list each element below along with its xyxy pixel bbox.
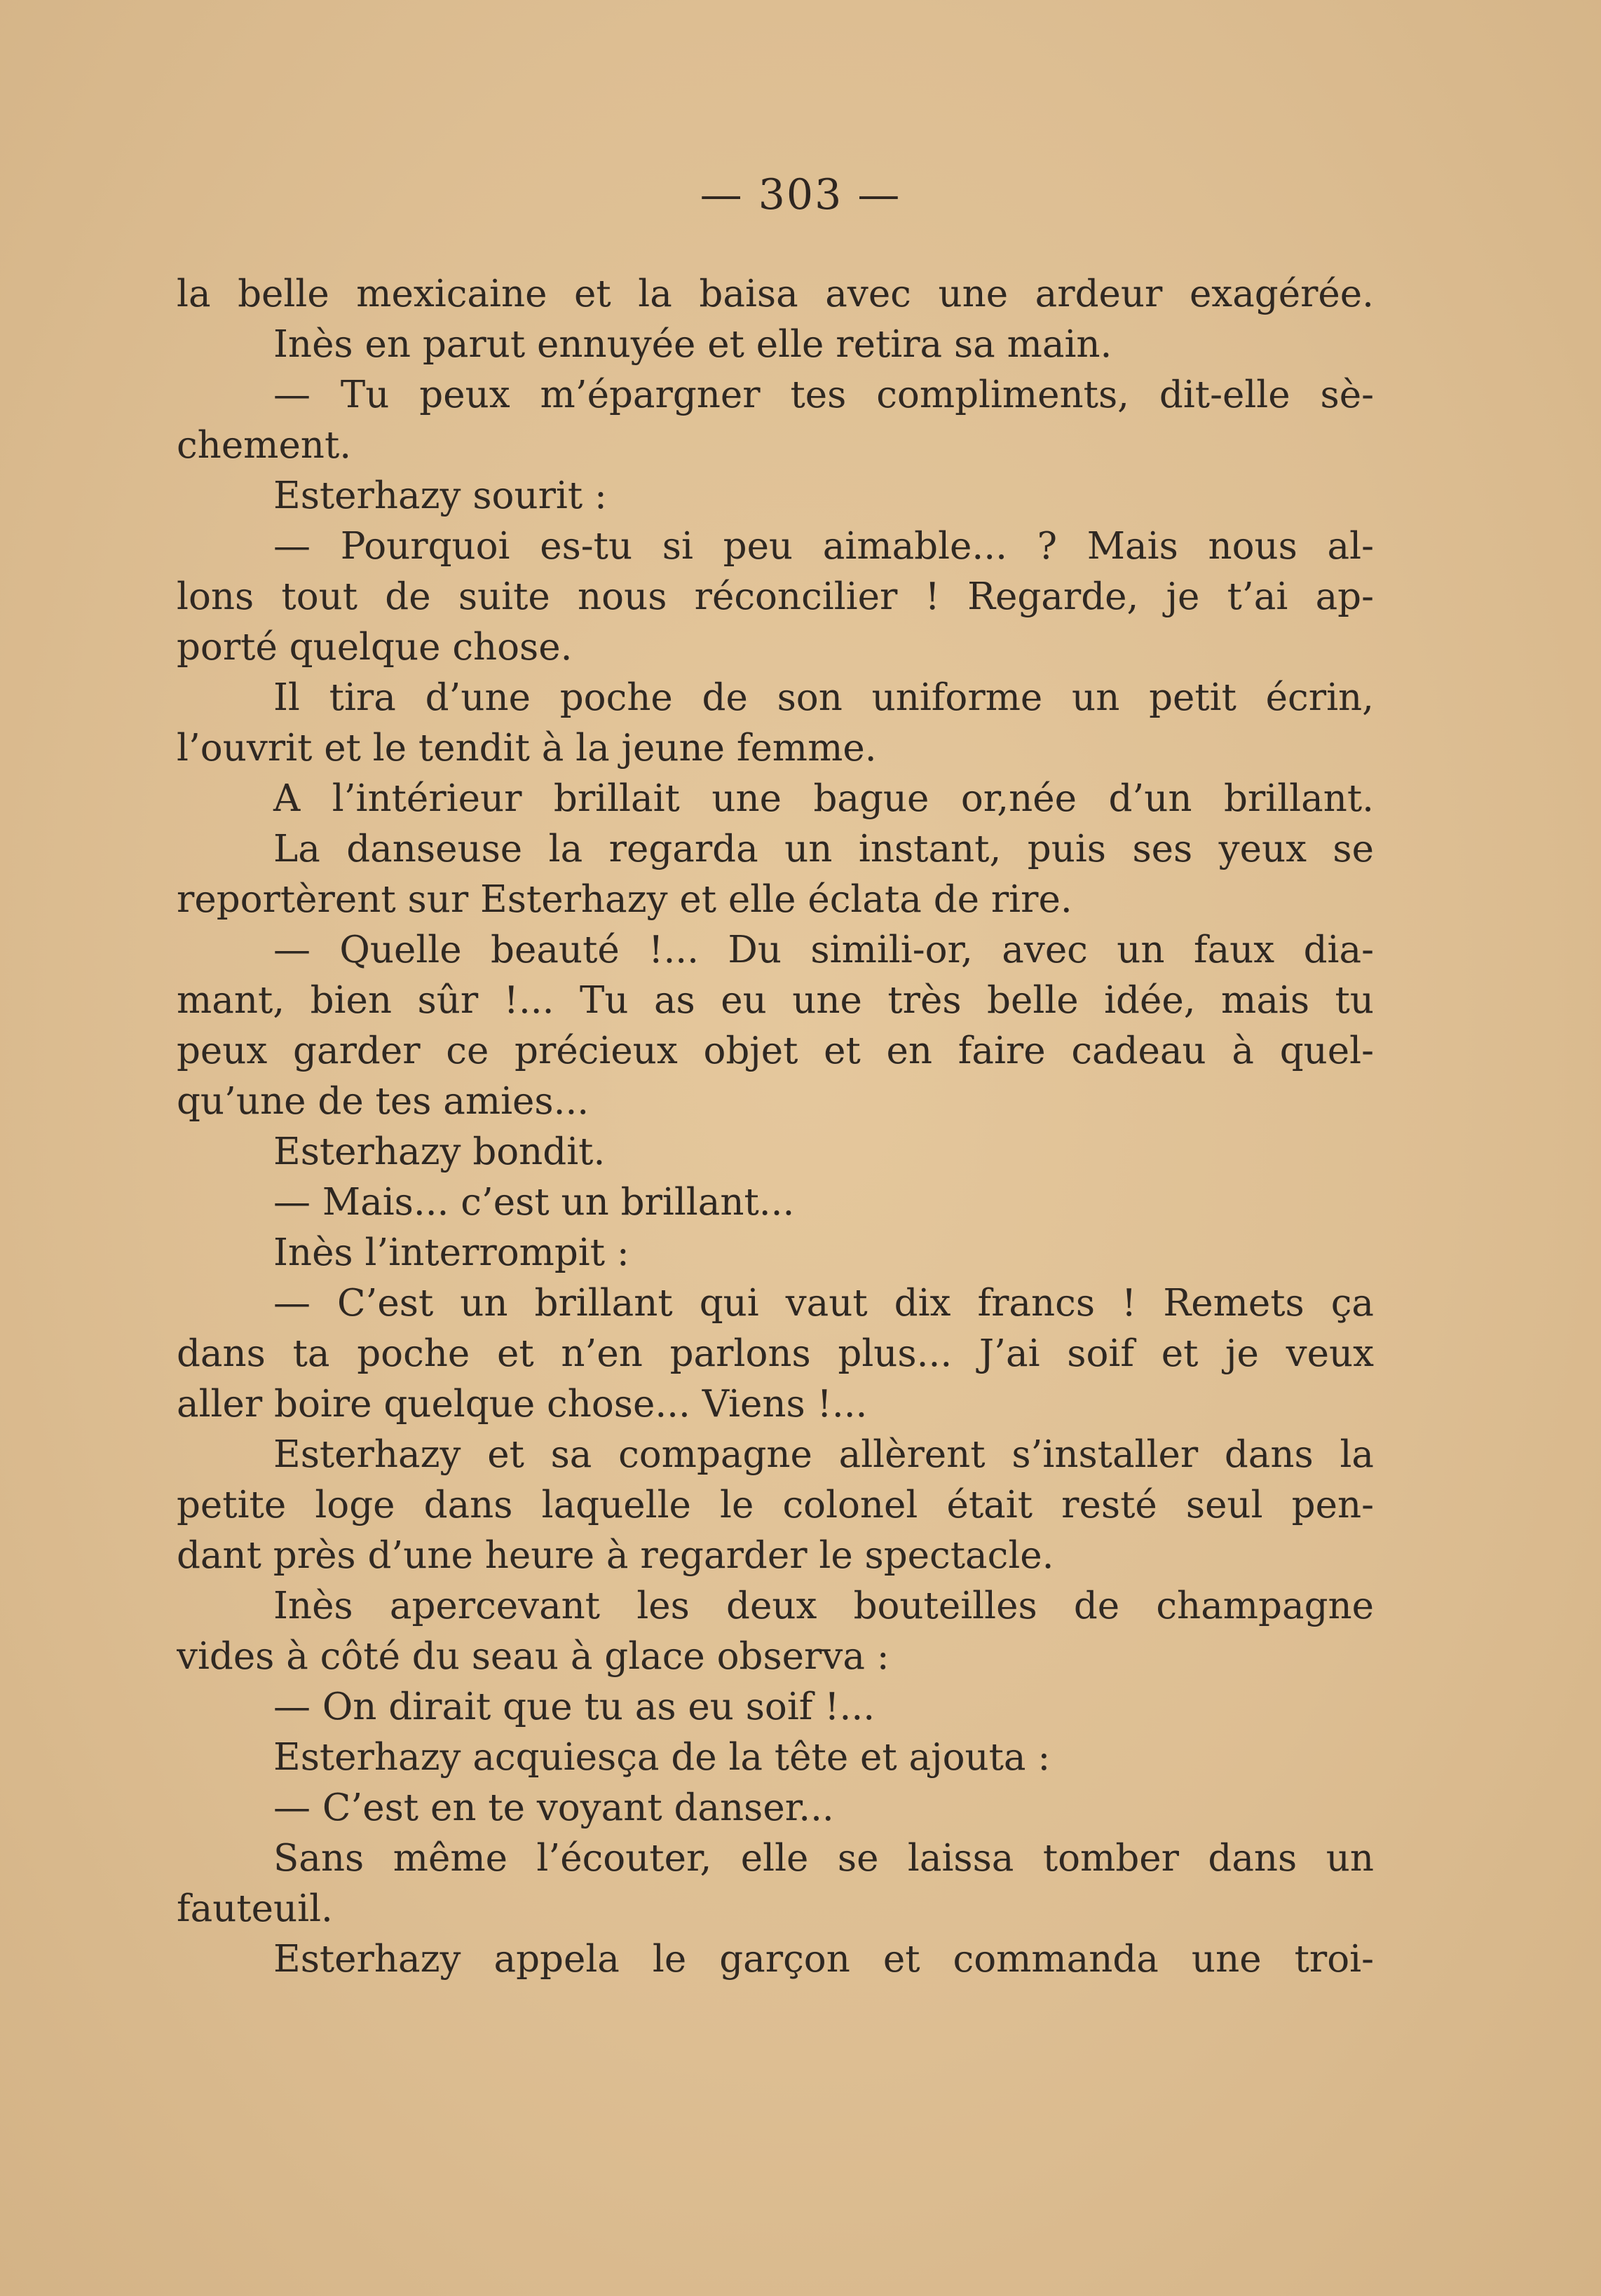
text-line: Il tira d’une poche de son uniforme un petit écrin, — [273, 676, 1374, 719]
text-line: — Pourquoi es-tu si peu aimable... ? Mais nous al- — [273, 525, 1374, 568]
text-line: Esterhazy acquiesça de la tête et ajouta : — [273, 1736, 1051, 1779]
text-line: mant, bien sûr !... Tu as eu une très belle idée, mais tu — [177, 979, 1374, 1022]
text-line: peux garder ce précieux objet et en faire cadeau à quel- — [177, 1030, 1374, 1072]
text-line: qu’une de tes amies... — [177, 1080, 590, 1123]
text-line: — Mais... c’est un brillant... — [273, 1181, 795, 1224]
text-line: — On dirait que tu as eu soif !... — [273, 1686, 876, 1728]
text-line: porté quelque chose. — [177, 626, 573, 669]
text-line: Sans même l’écouter, elle se laissa tomber dans un — [273, 1837, 1374, 1880]
text-line: Esterhazy bondit. — [273, 1130, 606, 1173]
text-line: chement. — [177, 424, 352, 467]
text-line: La danseuse la regarda un instant, puis ses yeux se — [273, 828, 1374, 870]
page-number: — 303 — — [700, 170, 901, 219]
text-line: aller boire quelque chose... Viens !... — [177, 1383, 868, 1426]
text-line: Inès l’interrompit : — [273, 1231, 629, 1274]
text-line: dans ta poche et n’en parlons plus... J’ai soif et je veux — [177, 1332, 1374, 1375]
text-line: Inès apercevant les deux bouteilles de champagne — [273, 1585, 1374, 1627]
text-line: A l’intérieur brillait une bague or,née d’un brillant. — [273, 777, 1374, 820]
text-line: Esterhazy sourit : — [273, 474, 607, 517]
body-text — [177, 269, 1374, 1985]
text-line: — C’est en te voyant danser... — [273, 1786, 834, 1829]
text-line: l’ouvrit et le tendit à la jeune femme. — [177, 727, 877, 770]
text-line: — C’est un brillant qui vaut dix francs ! Remets ça — [273, 1282, 1374, 1325]
text-line: Inès en parut ennuyée et elle retira sa main. — [273, 323, 1112, 366]
text-line: reportèrent sur Esterhazy et elle éclata de rire. — [177, 878, 1072, 921]
text-line: fauteuil. — [177, 1887, 333, 1930]
text-line: Esterhazy et sa compagne allèrent s’installer dans la — [273, 1433, 1374, 1476]
text-line: dant près d’une heure à regarder le spectacle. — [177, 1534, 1054, 1577]
text-line: — Quelle beauté !... Du simili-or, avec un faux dia- — [273, 929, 1374, 971]
text-line: Esterhazy appela le garçon et commanda une troi- — [273, 1938, 1374, 1981]
text-line: vides à côté du seau à glace observa : — [177, 1635, 890, 1678]
text-line: la belle mexicaine et la baisa avec une ardeur exagérée. — [177, 273, 1374, 315]
text-line: petite loge dans laquelle le colonel était resté seul pen- — [177, 1484, 1374, 1526]
text-line: lons tout de suite nous réconcilier ! Regarde, je t’ai ap- — [177, 575, 1374, 618]
text-line: — Tu peux m’épargner tes compliments, dit-elle sè- — [273, 374, 1374, 416]
